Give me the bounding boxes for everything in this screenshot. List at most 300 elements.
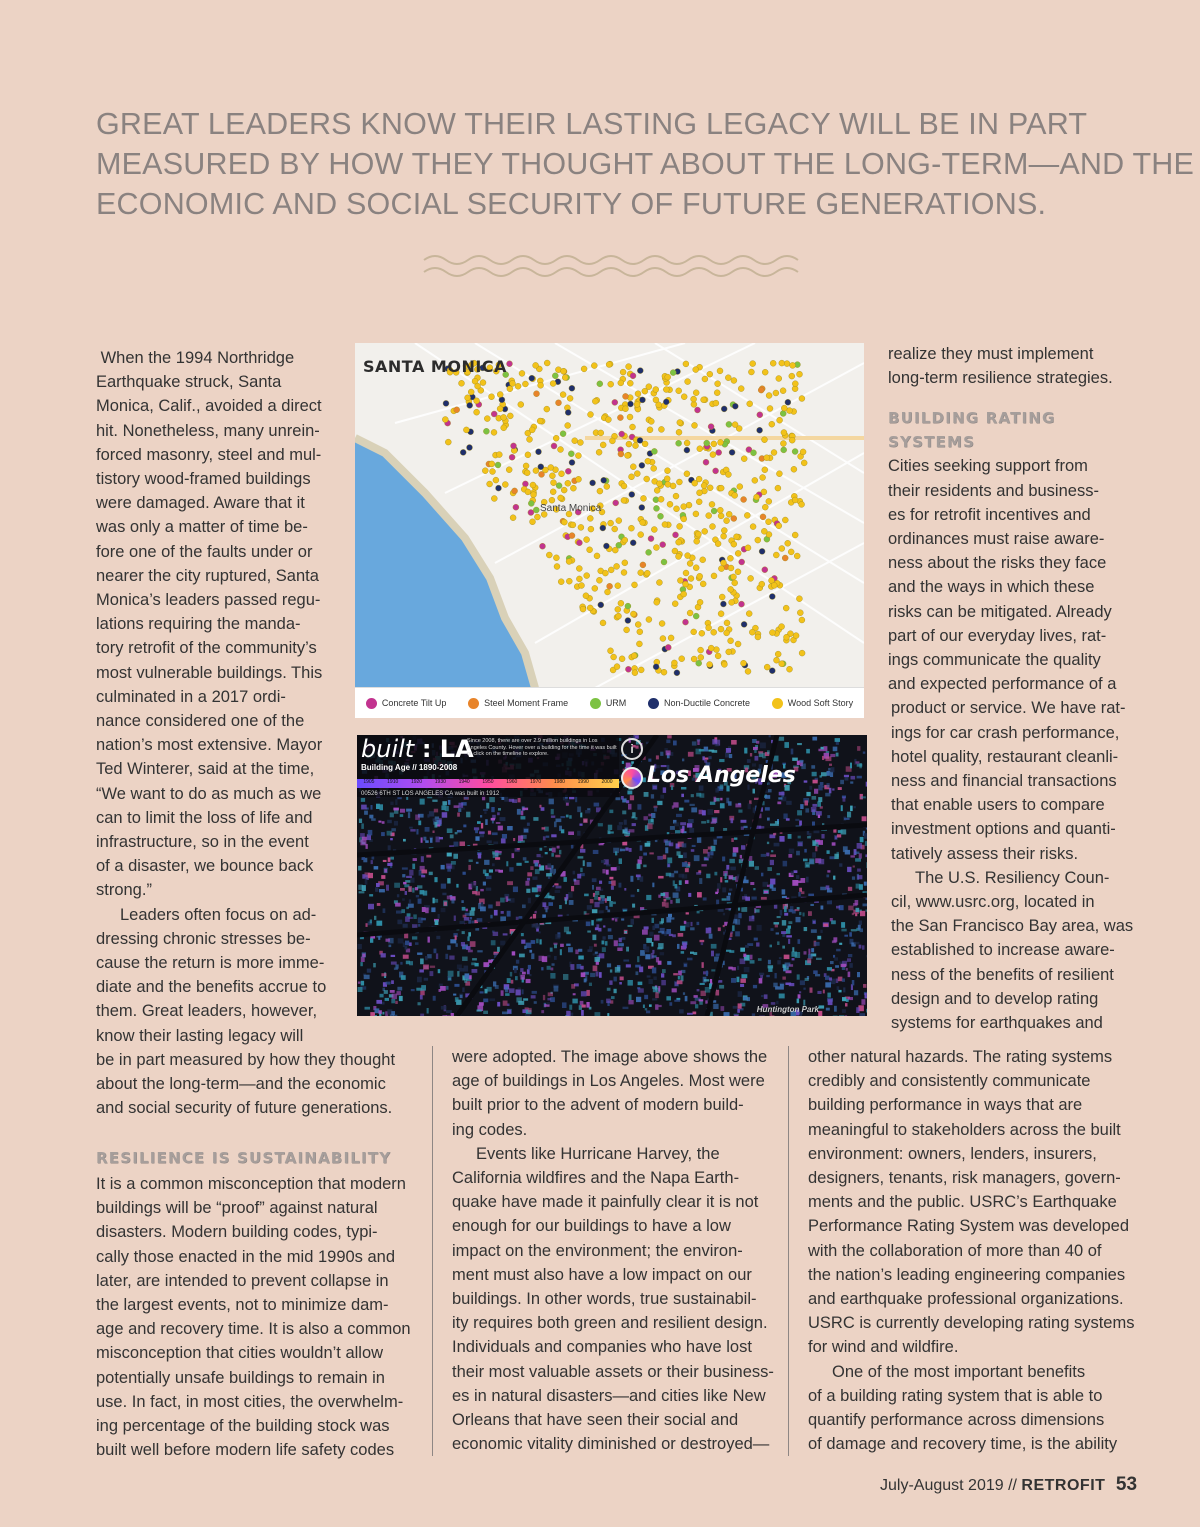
building-dot [718, 611, 724, 617]
building-cell [740, 959, 746, 965]
building-cell [368, 904, 374, 910]
info-icon[interactable]: i [621, 738, 643, 760]
text-line: California wildfires and the Napa Earth- [452, 1169, 740, 1188]
building-cell [497, 1002, 500, 1007]
building-cell [798, 994, 801, 998]
building-cell [653, 977, 656, 981]
building-cell [421, 875, 425, 878]
building-cell [678, 971, 682, 976]
building-cell [453, 854, 458, 859]
timeline-tick[interactable]: 2000 [601, 779, 613, 785]
building-dot [497, 392, 503, 398]
building-cell [691, 922, 693, 926]
building-cell [577, 831, 580, 836]
building-dot [569, 385, 575, 391]
text-line: cally those enacted in the mid 1990s and [96, 1247, 396, 1266]
heading-line: BUILDING RATING [888, 409, 1056, 428]
building-dot [619, 656, 625, 662]
building-dot [769, 421, 775, 427]
building-dot [771, 450, 777, 456]
building-cell [436, 936, 440, 939]
building-cell [833, 955, 835, 958]
building-cell [629, 995, 632, 1001]
building-dot [625, 618, 631, 624]
building-dot [676, 429, 682, 435]
building-cell [784, 742, 789, 748]
building-cell [754, 749, 757, 753]
building-cell [481, 823, 483, 829]
building-cell [652, 926, 655, 930]
building-cell [741, 974, 747, 978]
text-line: hotel quality, restaurant cleanli- [891, 747, 1119, 766]
building-dot [731, 516, 737, 522]
building-cell [813, 970, 818, 974]
building-cell [769, 735, 771, 737]
building-cell [390, 813, 394, 818]
building-cell [714, 797, 717, 802]
building-dot [550, 489, 556, 495]
building-dot [463, 427, 469, 433]
building-cell [792, 958, 795, 960]
building-cell [547, 998, 551, 1001]
building-cell [804, 927, 808, 931]
building-dot [702, 528, 708, 534]
building-cell [744, 826, 748, 828]
building-cell [358, 987, 363, 992]
paragraph [452, 1045, 774, 1142]
building-cell [701, 864, 706, 866]
text-line: Cities seeking support from [888, 457, 1088, 476]
building-cell [448, 971, 454, 977]
building-cell [679, 808, 683, 811]
building-cell [470, 917, 472, 920]
building-cell [703, 849, 708, 854]
building-cell [729, 754, 732, 758]
building-cell [861, 999, 865, 1005]
building-cell [510, 898, 515, 903]
building-cell [847, 958, 851, 962]
building-dot [665, 644, 671, 650]
building-cell [464, 966, 469, 972]
building-dot [676, 440, 682, 446]
building-cell [539, 931, 541, 933]
timeline-tick[interactable]: 1950 [482, 779, 494, 785]
building-cell [459, 803, 464, 808]
building-cell [479, 1002, 484, 1006]
building-dot [625, 453, 631, 459]
building-cell [851, 929, 857, 931]
building-dot [529, 375, 535, 381]
building-dot [588, 526, 594, 532]
building-cell [842, 997, 846, 1001]
building-cell [761, 897, 767, 900]
building-dot [627, 380, 633, 386]
building-dot [590, 480, 596, 486]
building-cell [860, 911, 865, 916]
text-line: “We want to do as much as we [96, 784, 322, 803]
building-dot [674, 670, 680, 676]
building-dot [779, 360, 785, 366]
building-dot [592, 585, 598, 591]
building-cell [743, 997, 747, 1000]
building-cell [608, 831, 614, 833]
building-dot [501, 425, 507, 431]
building-dot [630, 373, 636, 379]
building-cell [515, 976, 518, 980]
building-cell [578, 949, 582, 952]
building-cell [500, 898, 505, 903]
paragraph [888, 342, 1133, 390]
building-cell [680, 822, 686, 825]
building-cell [610, 969, 612, 972]
building-cell [690, 1001, 696, 1004]
building-cell [574, 880, 580, 885]
building-dot [673, 532, 679, 538]
building-dot [646, 549, 652, 555]
building-cell [592, 885, 594, 890]
building-cell [834, 854, 838, 859]
building-cell [811, 929, 817, 933]
building-cell [391, 1011, 395, 1015]
building-dot [583, 593, 589, 599]
building-dot [608, 648, 614, 654]
building-cell [386, 982, 391, 985]
building-cell [421, 870, 427, 874]
building-dot [757, 412, 763, 418]
building-cell [827, 870, 830, 872]
building-dot [693, 565, 699, 571]
building-cell [621, 796, 624, 800]
building-cell [740, 855, 742, 859]
building-cell [623, 1007, 629, 1009]
building-cell [749, 861, 754, 867]
building-cell [593, 966, 598, 972]
building-cell [613, 902, 616, 905]
building-dot [474, 398, 480, 404]
building-cell [781, 931, 786, 934]
building-cell [753, 888, 755, 890]
building-cell [694, 995, 698, 998]
clock-icon[interactable] [621, 767, 643, 789]
building-cell [608, 825, 612, 830]
building-cell [554, 822, 557, 828]
building-cell [481, 902, 483, 906]
building-cell [376, 921, 382, 926]
building-cell [390, 857, 394, 860]
building-dot [799, 650, 805, 656]
building-cell [413, 914, 417, 919]
building-cell [570, 1013, 573, 1016]
building-cell [361, 981, 364, 986]
building-dot [645, 458, 651, 464]
building-dot [497, 406, 503, 412]
text-line: tatively assess their risks. [891, 844, 1079, 863]
building-cell [848, 954, 852, 957]
building-cell [668, 914, 672, 917]
building-cell [683, 992, 685, 995]
building-cell [863, 984, 867, 988]
building-cell [621, 918, 624, 920]
building-cell [846, 968, 848, 971]
building-dot [533, 468, 539, 474]
building-dot [509, 454, 515, 460]
building-cell [547, 1002, 550, 1005]
building-cell [827, 993, 831, 998]
building-cell [387, 831, 393, 836]
text-line: part of our everyday lives, rat- [888, 626, 1107, 645]
building-cell [584, 894, 589, 897]
timeline-tick[interactable]: 1940 [458, 779, 470, 785]
building-cell [605, 941, 608, 946]
building-cell [460, 995, 463, 998]
building-cell [838, 977, 843, 982]
building-dot [654, 599, 660, 605]
building-cell [380, 994, 384, 998]
building-cell [540, 939, 542, 944]
map-title: SANTA MONICA [363, 357, 507, 376]
building-dot [721, 528, 727, 534]
building-dot [640, 520, 646, 526]
building-cell [857, 869, 861, 872]
building-cell [666, 740, 670, 744]
building-cell [559, 850, 561, 854]
building-cell [866, 910, 868, 912]
building-dot [734, 534, 740, 540]
timeline-tick[interactable]: 1910 [387, 779, 399, 785]
building-cell [391, 962, 397, 965]
building-dot [718, 566, 724, 572]
building-cell [818, 815, 820, 818]
building-dot [755, 634, 761, 640]
building-dot [711, 441, 717, 447]
text-line: culminated in a 2017 ordi- [96, 687, 286, 706]
building-cell [483, 999, 488, 1003]
building-dot [668, 635, 674, 641]
timeline-tick[interactable]: 1970 [530, 779, 542, 785]
building-cell [794, 870, 798, 873]
building-cell [564, 877, 567, 882]
building-cell [512, 799, 517, 803]
building-dot [489, 394, 495, 400]
timeline-tick[interactable]: 1960 [506, 779, 518, 785]
building-dot [721, 560, 727, 566]
building-cell [643, 865, 646, 868]
building-cell [603, 925, 605, 927]
timeline-tick[interactable]: 1920 [410, 779, 423, 785]
building-cell [665, 902, 668, 907]
building-cell [432, 800, 437, 802]
building-cell [566, 944, 570, 946]
text-line: USRC is currently developing rating systems [808, 1314, 1135, 1333]
building-cell [799, 821, 802, 826]
building-dot [794, 553, 800, 559]
building-cell [685, 868, 689, 872]
building-dot [565, 410, 571, 416]
building-dot [601, 477, 607, 483]
building-cell [820, 782, 824, 785]
building-cell [677, 980, 683, 984]
column-rule [432, 1046, 433, 1456]
timeline-tick[interactable]: 1905 [363, 779, 375, 785]
building-cell [470, 941, 476, 947]
building-dot [442, 417, 448, 423]
building-cell [842, 978, 845, 982]
building-dot [797, 371, 803, 377]
building-cell [429, 811, 434, 816]
building-cell [859, 763, 862, 768]
building-dot [661, 669, 667, 675]
building-cell [409, 899, 411, 903]
building-dot [741, 456, 747, 462]
text-line: other natural hazards. The rating systems [808, 1048, 1113, 1066]
building-cell [823, 924, 828, 927]
building-cell [510, 972, 512, 977]
building-dot [608, 567, 614, 573]
building-cell [798, 836, 801, 839]
building-dot [724, 620, 730, 626]
building-cell [525, 861, 529, 863]
building-cell [609, 810, 613, 814]
building-cell [720, 803, 725, 808]
building-cell [786, 935, 792, 937]
timeline-tick[interactable]: 1980 [553, 779, 565, 785]
building-dot [792, 449, 798, 455]
building-cell [644, 816, 648, 820]
building-dot [782, 517, 788, 523]
building-cell [501, 797, 504, 801]
building-cell [434, 822, 437, 828]
building-cell [470, 910, 475, 916]
building-dot [629, 492, 635, 498]
building-dot [529, 427, 535, 433]
building-cell [457, 830, 462, 833]
building-cell [559, 905, 562, 909]
building-dot [679, 656, 685, 662]
building-cell [479, 831, 485, 833]
building-dot [459, 380, 465, 386]
building-cell [599, 972, 602, 978]
building-dot [749, 629, 755, 635]
building-cell [741, 845, 745, 850]
building-cell [406, 876, 412, 878]
timeline-tick[interactable]: 1930 [434, 779, 446, 785]
building-cell [560, 816, 565, 818]
building-cell [844, 775, 849, 777]
building-cell [501, 911, 504, 914]
text-line: know their lasting legacy will [96, 1026, 304, 1045]
building-cell [676, 899, 680, 904]
timeline[interactable] [357, 779, 619, 788]
building-dot [653, 397, 659, 403]
building-dot [656, 481, 662, 487]
building-dot [496, 485, 502, 491]
building-dot [637, 437, 643, 443]
building-dot [633, 443, 639, 449]
building-cell [737, 1009, 740, 1013]
building-dot [728, 586, 734, 592]
building-cell [640, 845, 643, 850]
building-cell [507, 978, 511, 983]
building-cell [430, 838, 433, 843]
building-dot [677, 420, 683, 426]
building-dot [720, 601, 726, 607]
text-line: enough for our buildings to have a low [452, 1217, 731, 1236]
building-cell [619, 883, 622, 888]
building-cell [428, 937, 430, 943]
text-line: can to limit the loss of life and [96, 808, 313, 827]
building-cell [713, 1004, 718, 1009]
text-line: es for retrofit incentives and [888, 505, 1091, 524]
building-cell [706, 928, 712, 934]
building-cell [420, 1014, 424, 1016]
building-cell [708, 847, 712, 850]
building-cell [522, 905, 526, 909]
building-dot [522, 381, 528, 387]
building-cell [843, 987, 845, 992]
building-cell [852, 980, 855, 985]
building-cell [741, 907, 747, 912]
building-cell [702, 756, 705, 760]
building-cell [827, 783, 830, 788]
building-cell [804, 951, 807, 954]
building-cell [656, 755, 659, 759]
building-dot [496, 452, 502, 458]
building-cell [471, 907, 475, 910]
building-cell [849, 932, 852, 937]
building-cell [731, 740, 737, 745]
building-cell [507, 1004, 509, 1007]
building-dot [576, 540, 582, 546]
building-cell [359, 819, 362, 823]
building-cell [522, 972, 526, 975]
building-dot [706, 625, 712, 631]
building-cell [381, 832, 385, 836]
text-line: design and to develop rating [891, 989, 1099, 1008]
legend-item [366, 698, 447, 709]
paragraph [808, 1360, 1134, 1457]
building-cell [788, 921, 792, 924]
text-line: ness about the risks they face [888, 554, 1107, 573]
building-cell [598, 928, 601, 932]
building-cell [534, 1001, 537, 1004]
building-cell [612, 918, 615, 921]
building-dot [615, 606, 621, 612]
building-dot [724, 630, 730, 636]
building-dot [641, 495, 647, 501]
building-dot [580, 606, 586, 612]
building-cell [368, 873, 373, 878]
building-cell [617, 825, 622, 830]
timeline-tick[interactable]: 1990 [577, 779, 589, 785]
building-cell [569, 900, 574, 905]
text-line: strong.” [96, 881, 152, 900]
built-la-panel [357, 735, 619, 797]
building-cell [788, 926, 792, 929]
building-cell [672, 988, 677, 992]
building-dot [764, 455, 770, 461]
building-dot [721, 406, 727, 412]
building-cell [594, 895, 598, 900]
building-cell [809, 786, 812, 790]
building-cell [812, 737, 817, 741]
building-cell [826, 1008, 830, 1011]
building-cell [779, 957, 782, 959]
building-cell [391, 828, 396, 831]
building-cell [804, 849, 807, 853]
building-cell [593, 850, 599, 854]
building-dot [576, 566, 582, 572]
building-cell [547, 966, 551, 970]
